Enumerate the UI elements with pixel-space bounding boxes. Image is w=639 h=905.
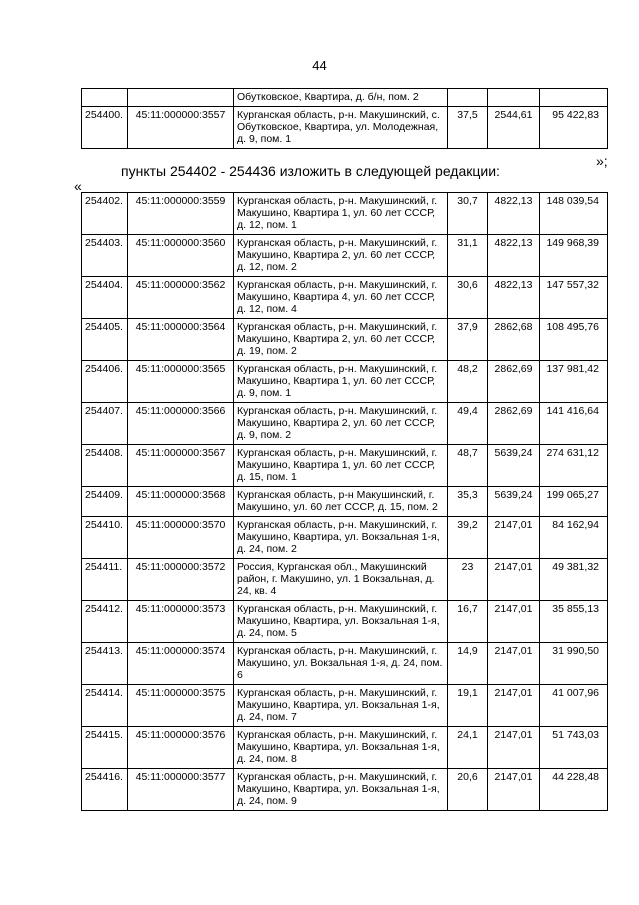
cadastral-rate-cell: 4822,13: [488, 235, 540, 277]
cadastral-value-cell: 35 855,13: [540, 601, 608, 643]
row-number-cell: 254404.: [82, 277, 128, 319]
address-cell: Курганская область, р-н. Макушинский, г. Макушино, Квартира 4, ул. 60 лет СССР, д. 12, пом. 4: [234, 277, 448, 319]
cadastral-number-cell: 45:11:000000:3559: [128, 193, 234, 235]
area-cell: 14,9: [448, 643, 488, 685]
area-cell: 20,6: [448, 769, 488, 811]
table-row: [82, 769, 608, 811]
address-cell: Курганская область, р-н. Макушинский, г. Макушино, Квартира, ул. Вокзальная 1-я, д. 24, пом. 9: [234, 769, 448, 811]
table-row: [82, 643, 608, 685]
address-cell: Курганская область, р-н. Макушинский, г. Макушино, Квартира 2, ул. 60 лет СССР, д. 12, пом. 2: [234, 235, 448, 277]
address-cell: Курганская область, р-н. Макушинский, г. Макушино, Квартира 1, ул. 60 лет СССР, д. 9, пом. 1: [234, 361, 448, 403]
address-cell: Курганская область, р-н. Макушинский, г. Макушино, Квартира 2, ул. 60 лет СССР, д. 9, пом. 2: [234, 403, 448, 445]
cadastral-value-cell: 141 416,64: [540, 403, 608, 445]
cadastral-rate-cell: [488, 89, 540, 107]
cadastral-number-cell: 45:11:000000:3576: [128, 727, 234, 769]
cadastral-rate-cell: 2147,01: [488, 559, 540, 601]
row-number-cell: 254413.: [82, 643, 128, 685]
table-row: [82, 89, 608, 107]
row-number-cell: 254415.: [82, 727, 128, 769]
cadastral-value-cell: 108 495,76: [540, 319, 608, 361]
cadastral-rate-cell: 5639,24: [488, 445, 540, 487]
area-cell: 39,2: [448, 517, 488, 559]
registry-table-continuation-body: [82, 89, 608, 149]
row-number-cell: 254412.: [82, 601, 128, 643]
cadastral-rate-cell: 2147,01: [488, 517, 540, 559]
cadastral-value-cell: [540, 89, 608, 107]
table-row: [82, 403, 608, 445]
cadastral-value-cell: 31 990,50: [540, 643, 608, 685]
cadastral-value-cell: 148 039,54: [540, 193, 608, 235]
row-number-cell: 254405.: [82, 319, 128, 361]
area-cell: 16,7: [448, 601, 488, 643]
cadastral-number-cell: 45:11:000000:3565: [128, 361, 234, 403]
area-cell: 49,4: [448, 403, 488, 445]
row-number-cell: 254414.: [82, 685, 128, 727]
cadastral-number-cell: 45:11:000000:3568: [128, 487, 234, 517]
table-row: [82, 193, 608, 235]
cadastral-value-cell: 51 743,03: [540, 727, 608, 769]
cadastral-value-cell: 199 065,27: [540, 487, 608, 517]
registry-table-body: [82, 193, 608, 811]
row-number-cell: 254411.: [82, 559, 128, 601]
table-row: [82, 487, 608, 517]
area-cell: 30,7: [448, 193, 488, 235]
table-row: [82, 517, 608, 559]
table-row: [82, 361, 608, 403]
closing-quote: »;: [596, 153, 608, 169]
table-row: [82, 235, 608, 277]
area-cell: 23: [448, 559, 488, 601]
address-cell: Курганская область, р-н. Макушинский, г. Макушино, ул. Вокзальная 1-я, д. 24, пом. 6: [234, 643, 448, 685]
opening-quote: «: [74, 178, 82, 194]
table-row: [82, 445, 608, 487]
cadastral-number-cell: 45:11:000000:3573: [128, 601, 234, 643]
cadastral-rate-cell: 2147,01: [488, 643, 540, 685]
row-number-cell: 254407.: [82, 403, 128, 445]
row-number-cell: 254409.: [82, 487, 128, 517]
cadastral-number-cell: 45:11:000000:3557: [128, 107, 234, 149]
table-row: [82, 601, 608, 643]
table-row: [82, 685, 608, 727]
cadastral-value-cell: 137 981,42: [540, 361, 608, 403]
cadastral-number-cell: 45:11:000000:3572: [128, 559, 234, 601]
cadastral-value-cell: 84 162,94: [540, 517, 608, 559]
cadastral-value-cell: 95 422,83: [540, 107, 608, 149]
row-number-cell: 254400.: [82, 107, 128, 149]
cadastral-value-cell: 41 007,96: [540, 685, 608, 727]
table-row: [82, 107, 608, 149]
address-cell: Курганская область, р-н. Макушинский, г. Макушино, Квартира 1, ул. 60 лет СССР, д. 12, пом. 1: [234, 193, 448, 235]
cadastral-number-cell: 45:11:000000:3570: [128, 517, 234, 559]
address-cell: Курганская область, р-н. Макушинский, с. Обутковское, Квартира, ул. Молодежная, д. 9, пом. 1: [234, 107, 448, 149]
address-cell: Курганская область, р-н. Макушинский, г. Макушино, Квартира 2, ул. 60 лет СССР, д. 19, пом. 2: [234, 319, 448, 361]
row-number-cell: 254402.: [82, 193, 128, 235]
cadastral-rate-cell: 2544,61: [488, 107, 540, 149]
area-cell: 37,5: [448, 107, 488, 149]
cadastral-number-cell: 45:11:000000:3567: [128, 445, 234, 487]
area-cell: 48,2: [448, 361, 488, 403]
area-cell: 35,3: [448, 487, 488, 517]
registry-table-continuation: [81, 88, 608, 149]
cadastral-value-cell: 44 228,48: [540, 769, 608, 811]
address-cell: Курганская область, р-н. Макушинский, г. Макушино, Квартира, ул. Вокзальная 1-я, д. 24, пом. 2: [234, 517, 448, 559]
cadastral-rate-cell: 2862,69: [488, 403, 540, 445]
cadastral-number-cell: [128, 89, 234, 107]
address-cell: Курганская область, р-н. Макушинский, г. Макушино, Квартира 1, ул. 60 лет СССР, д. 15, пом. 1: [234, 445, 448, 487]
table-row: [82, 319, 608, 361]
row-number-cell: 254408.: [82, 445, 128, 487]
cadastral-rate-cell: 2147,01: [488, 601, 540, 643]
area-cell: [448, 89, 488, 107]
cadastral-rate-cell: 4822,13: [488, 193, 540, 235]
cadastral-rate-cell: 2147,01: [488, 769, 540, 811]
cadastral-number-cell: 45:11:000000:3560: [128, 235, 234, 277]
address-cell: Обутковское, Квартира, д. б/н, пом. 2: [234, 89, 448, 107]
address-cell: Курганская область, р-н Макушинский, г. Макушино, ул. 60 лет СССР, д. 15, пом. 2: [234, 487, 448, 517]
page-number: 44: [312, 58, 327, 73]
cadastral-number-cell: 45:11:000000:3566: [128, 403, 234, 445]
area-cell: 19,1: [448, 685, 488, 727]
row-number-cell: 254416.: [82, 769, 128, 811]
address-cell: Россия, Курганская обл., Макушинский район, г. Макушино, ул. 1 Вокзальная, д. 24, кв. 4: [234, 559, 448, 601]
cadastral-number-cell: 45:11:000000:3574: [128, 643, 234, 685]
row-number-cell: 254403.: [82, 235, 128, 277]
row-number-cell: [82, 89, 128, 107]
address-cell: Курганская область, р-н. Макушинский, г. Макушино, Квартира, ул. Вокзальная 1-я, д. 24, пом. 8: [234, 727, 448, 769]
cadastral-rate-cell: 2147,01: [488, 727, 540, 769]
area-cell: 31,1: [448, 235, 488, 277]
area-cell: 30,6: [448, 277, 488, 319]
cadastral-rate-cell: 4822,13: [488, 277, 540, 319]
cadastral-value-cell: 149 968,39: [540, 235, 608, 277]
cadastral-number-cell: 45:11:000000:3577: [128, 769, 234, 811]
area-cell: 48,7: [448, 445, 488, 487]
cadastral-rate-cell: 2862,69: [488, 361, 540, 403]
cadastral-rate-cell: 2147,01: [488, 685, 540, 727]
area-cell: 24,1: [448, 727, 488, 769]
address-cell: Курганская область, р-н. Макушинский, г. Макушино, Квартира, ул. Вокзальная 1-я, д. 24, пом. 5: [234, 601, 448, 643]
cadastral-rate-cell: 5639,24: [488, 487, 540, 517]
row-number-cell: 254410.: [82, 517, 128, 559]
cadastral-rate-cell: 2862,68: [488, 319, 540, 361]
amendment-instruction: пункты 254402 - 254436 изложить в следующей редакции:: [121, 163, 500, 179]
registry-table: [81, 192, 608, 811]
row-number-cell: 254406.: [82, 361, 128, 403]
cadastral-value-cell: 49 381,32: [540, 559, 608, 601]
cadastral-number-cell: 45:11:000000:3564: [128, 319, 234, 361]
table-row: [82, 727, 608, 769]
table-row: [82, 277, 608, 319]
address-cell: Курганская область, р-н. Макушинский, г. Макушино, Квартира, ул. Вокзальная 1-я, д. 24, пом. 7: [234, 685, 448, 727]
cadastral-value-cell: 147 557,32: [540, 277, 608, 319]
cadastral-number-cell: 45:11:000000:3575: [128, 685, 234, 727]
cadastral-value-cell: 274 631,12: [540, 445, 608, 487]
table-row: [82, 559, 608, 601]
area-cell: 37,9: [448, 319, 488, 361]
cadastral-number-cell: 45:11:000000:3562: [128, 277, 234, 319]
